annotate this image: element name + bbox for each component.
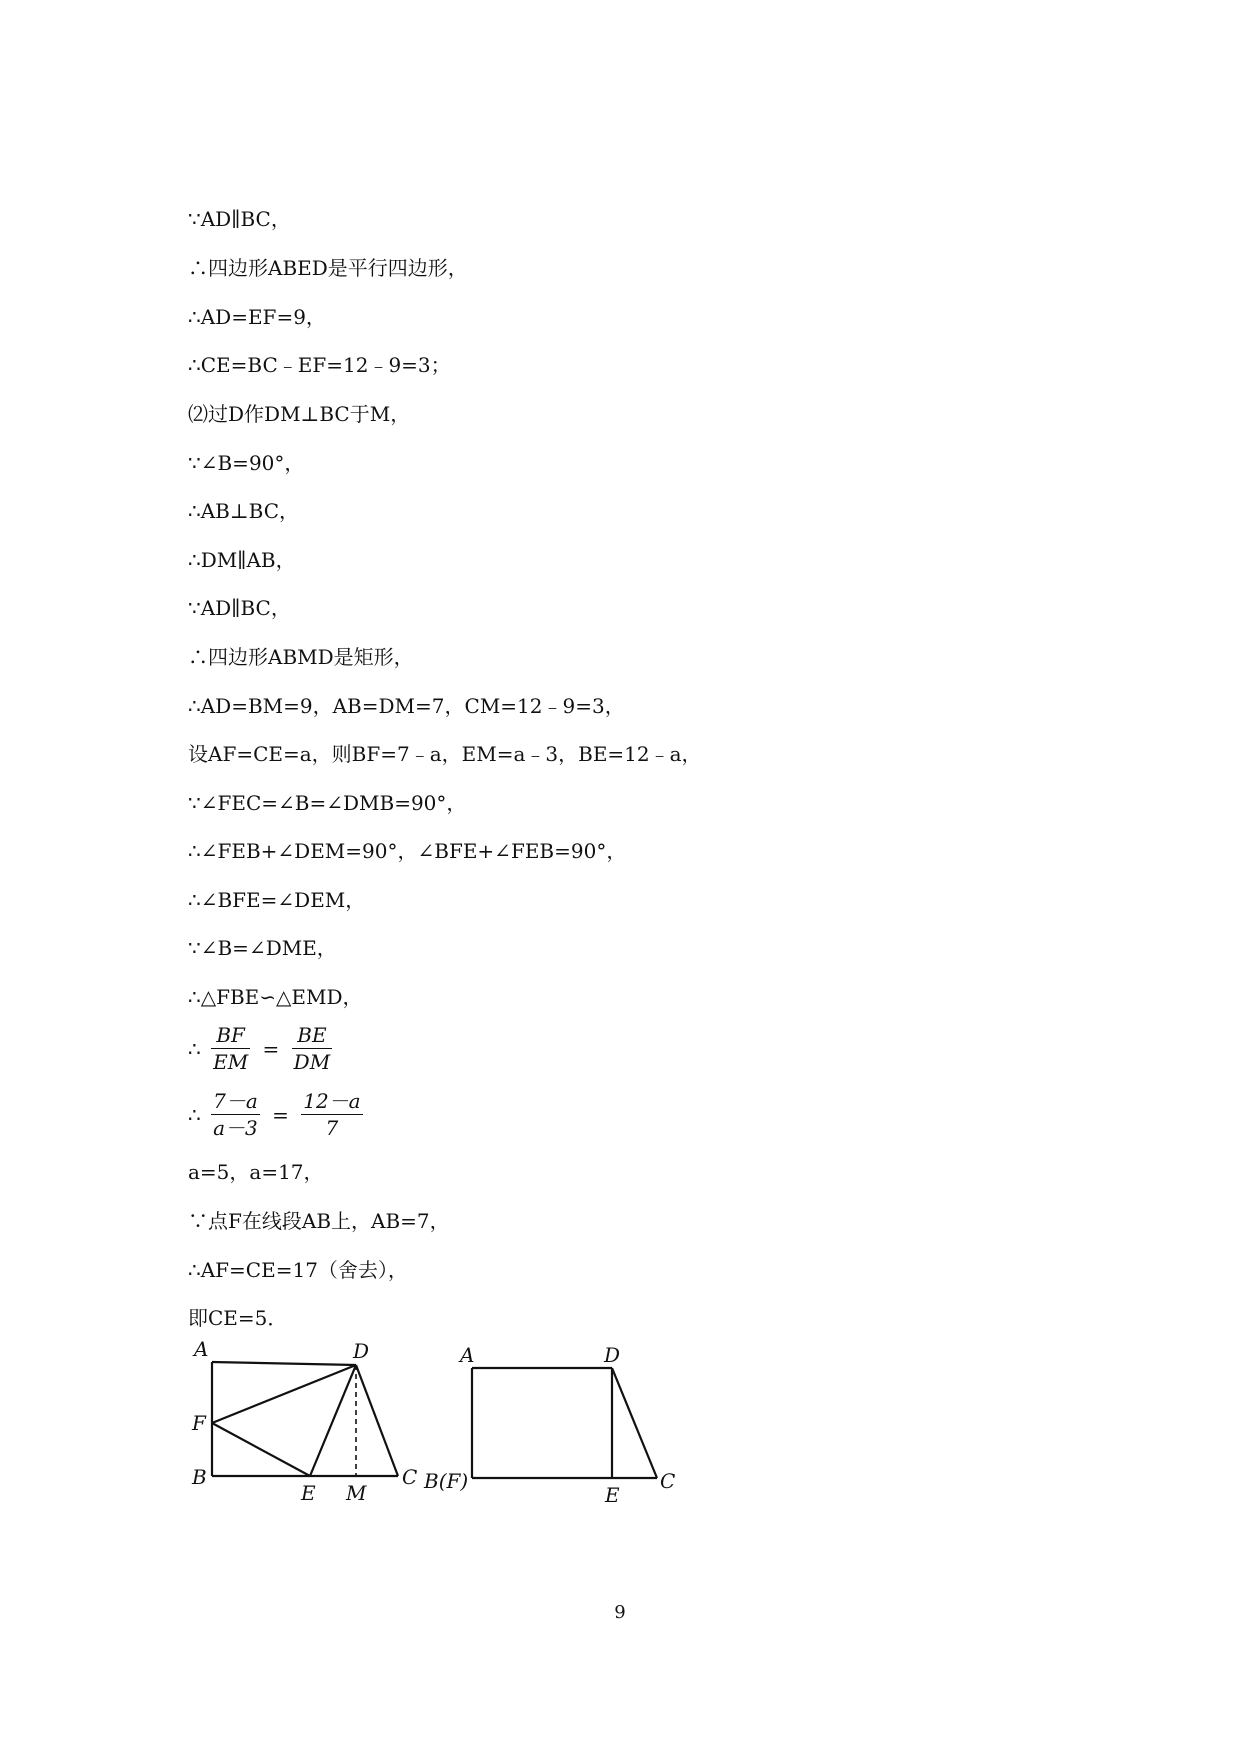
- denominator: 7: [325, 1116, 339, 1140]
- label-m: M: [346, 1481, 367, 1505]
- proof-line-16: ∵∠B=∠DME，: [188, 936, 337, 960]
- segment-dc: [612, 1368, 657, 1478]
- proof-line-11: ∴AD=BM=9，AB=DM=7，CM=12﹣9=3，: [188, 694, 625, 718]
- fraction-left: [211, 1022, 250, 1075]
- label-d: D: [353, 1340, 370, 1363]
- proof-line-2: ∴四边形ABED是平行四边形，: [188, 256, 468, 280]
- proof-line-18: a=5，a=17，: [188, 1160, 324, 1184]
- proof-line-8: ∴DM∥AB，: [188, 548, 296, 572]
- numerator: BF: [211, 1022, 250, 1049]
- equals-sign: =: [272, 1102, 289, 1127]
- proof-line-12: 设AF=CE=a，则BF=7﹣a，EM=a﹣3，BE=12﹣a，: [188, 742, 702, 766]
- proof-line-19: ∵点F在线段AB上，AB=7，: [188, 1209, 450, 1233]
- proof-line-14: ∴∠FEB+∠DEM=90°，∠BFE+∠FEB=90°，: [188, 839, 627, 863]
- label-c: C: [402, 1465, 418, 1489]
- proof-line-5: ⑵过D作DM⊥BC于M，: [188, 402, 411, 426]
- label-d: D: [604, 1343, 621, 1367]
- label-c: C: [660, 1469, 676, 1493]
- numerator: BE: [292, 1022, 333, 1049]
- proof-line-13: ∵∠FEC=∠B=∠DMB=90°，: [188, 791, 467, 815]
- proof-line-15: ∴∠BFE=∠DEM，: [188, 888, 366, 912]
- geometry-figure-2: [420, 1340, 680, 1510]
- fraction-equation-2: [188, 1088, 367, 1141]
- equals-sign: =: [262, 1036, 280, 1061]
- label-b-f: B(F): [424, 1469, 469, 1493]
- geometry-figure-1: [180, 1340, 420, 1510]
- label-e: E: [605, 1483, 620, 1507]
- therefore-symbol: ∴: [188, 1102, 201, 1127]
- denominator: EM: [213, 1050, 249, 1074]
- fraction-left: [211, 1088, 260, 1141]
- proof-line-10: ∴四边形ABMD是矩形，: [188, 645, 414, 669]
- label-a: A: [194, 1340, 209, 1361]
- segment-ad: [212, 1362, 356, 1365]
- proof-line-7: ∴AB⊥BC，: [188, 499, 300, 523]
- proof-line-4: ∴CE=BC﹣EF=12﹣9=3；: [188, 353, 451, 377]
- proof-line-6: ∵∠B=90°，: [188, 451, 305, 475]
- denominator: a－3: [213, 1116, 258, 1140]
- fraction-equation-1: [188, 1022, 336, 1075]
- proof-line-21: 即CE=5．: [188, 1306, 288, 1330]
- segment-fe: [212, 1423, 310, 1476]
- denominator: DM: [293, 1050, 331, 1074]
- fraction-right: [292, 1022, 333, 1075]
- numerator: 7－a: [213, 1089, 258, 1113]
- label-e: E: [301, 1481, 316, 1505]
- proof-line-1: ∵AD∥BC，: [188, 207, 291, 231]
- therefore-symbol: ∴: [188, 1036, 201, 1061]
- proof-line-20: ∴AF=CE=17（舍去），: [188, 1258, 408, 1282]
- label-a: A: [460, 1343, 475, 1367]
- numerator: 12－a: [303, 1089, 361, 1113]
- proof-line-3: ∴AD=EF=9，: [188, 305, 326, 329]
- proof-line-9: ∵AD∥BC，: [188, 596, 291, 620]
- page-number: 9: [614, 1602, 626, 1623]
- label-b: B: [192, 1465, 207, 1489]
- label-f: F: [192, 1411, 206, 1435]
- segment-dc: [356, 1365, 398, 1476]
- proof-line-17: ∴△FBE∽△EMD，: [188, 985, 363, 1009]
- fraction-right: [301, 1088, 362, 1141]
